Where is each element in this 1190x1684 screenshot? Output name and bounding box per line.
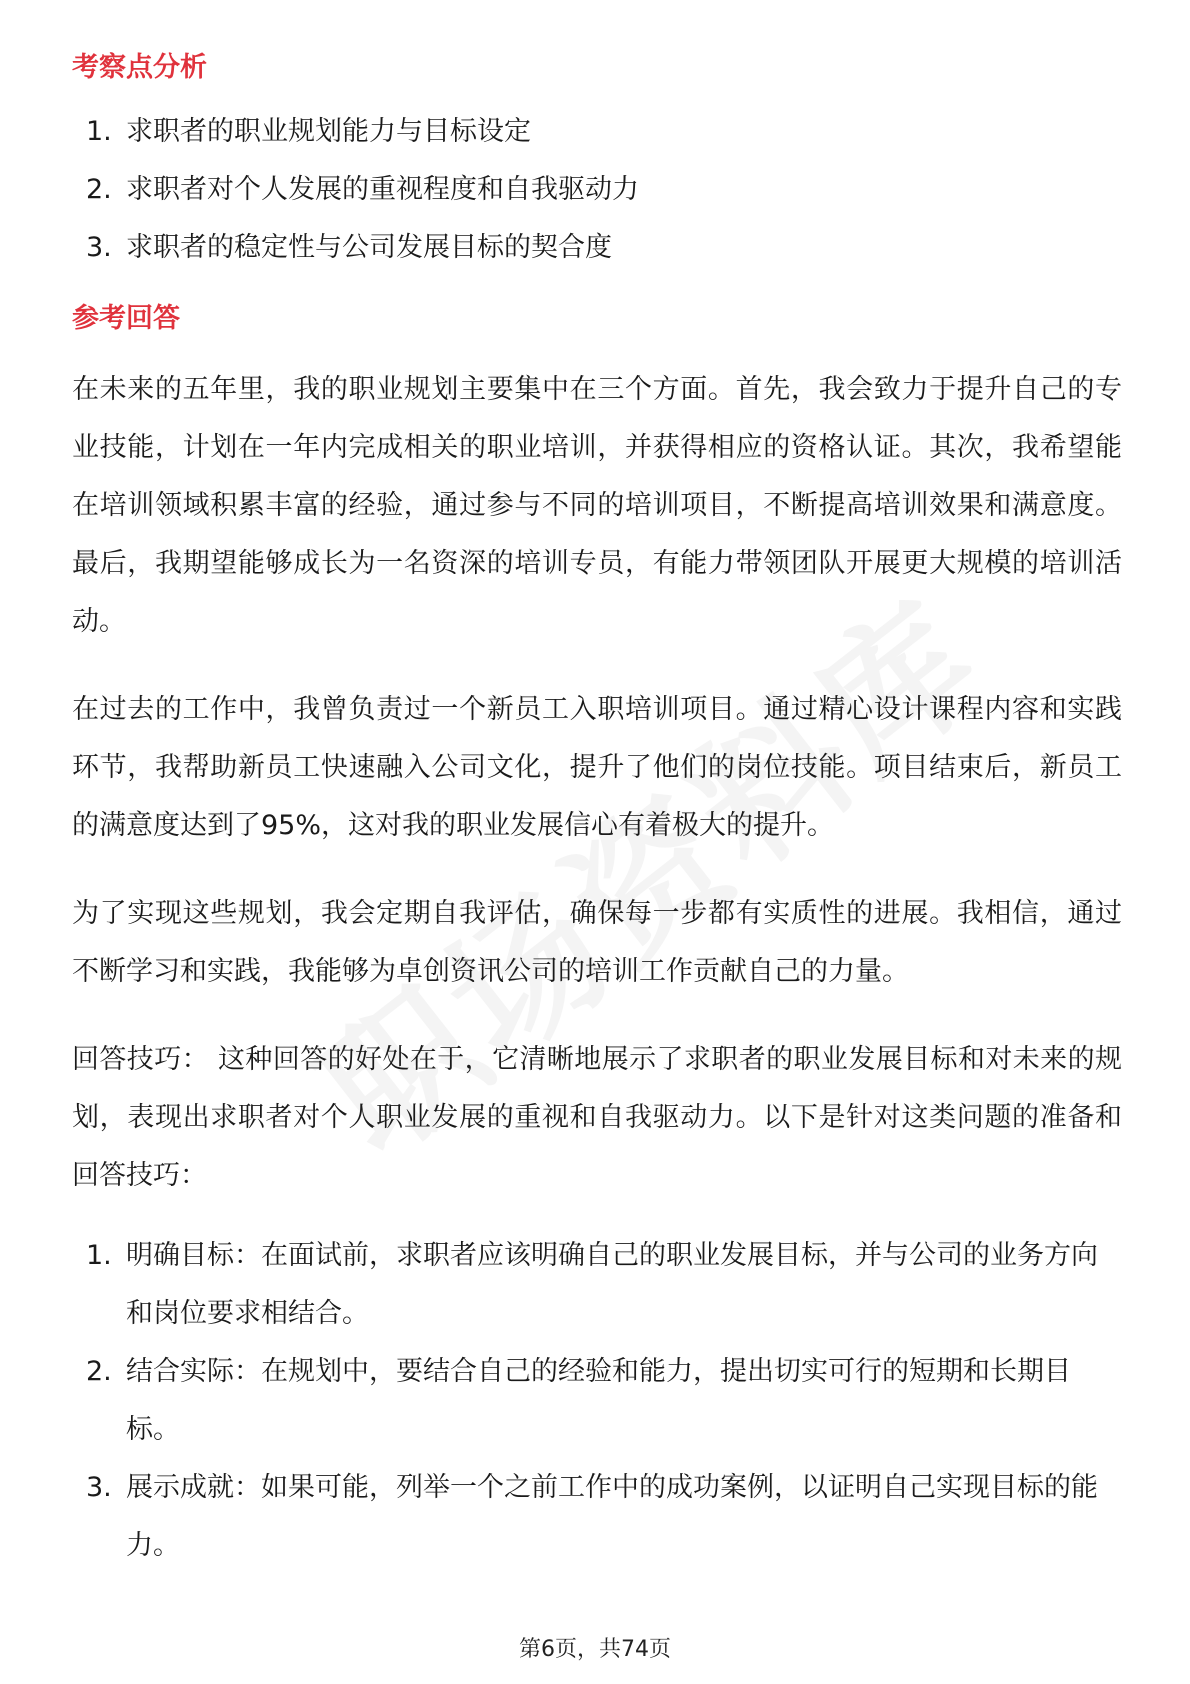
list-item (72, 1459, 1122, 1575)
answer-paragraph: 为了实现这些规划，我会定期自我评估，确保每一步都有实质性的进展。我相信，通过不断学习和实践，我能够为卓创资讯公司的培训工作贡献自己的力量。 (72, 898, 1122, 987)
list-item (72, 161, 1122, 219)
list-number: 1. (86, 1240, 112, 1271)
list-item (72, 1227, 1122, 1343)
list-text: 求职者的职业规划能力与目标设定 (126, 116, 531, 147)
analysis-list (72, 103, 1122, 277)
list-text: 明确目标：在面试前，求职者应该明确自己的职业发展目标，并与公司的业务方向和岗位要求相结合。 (126, 1240, 1098, 1329)
list-text: 求职者对个人发展的重视程度和自我驱动力 (126, 174, 639, 205)
tips-intro-paragraph: 回答技巧： 这种回答的好处在于，它清晰地展示了求职者的职业发展目标和对未来的规划，表现出求职者对个人职业发展的重视和自我驱动力。以下是针对这类问题的准备和回答技巧： (72, 1044, 1122, 1191)
page-footer: 第6页，共74页 (519, 1637, 671, 1662)
list-number: 2. (86, 174, 112, 205)
answer-paragraph: 在未来的五年里，我的职业规划主要集中在三个方面。首先，我会致力于提升自己的专业技能，计划在一年内完成相关的职业培训，并获得相应的资格认证。其次，我希望能在培训领域积累丰富的经验，通过参与不同的培训项目，不断提高培训效果和满意度。最后，我期望能够成长为一名资深的培训专员，有能力带领团队开展更大规模的培训活动。 (72, 374, 1122, 637)
list-text: 展示成就：如果可能，列举一个之前工作中的成功案例，以证明自己实现目标的能力。 (126, 1472, 1098, 1561)
list-item (72, 1343, 1122, 1459)
answer-paragraph: 在过去的工作中，我曾负责过一个新员工入职培训项目。通过精心设计课程内容和实践环节，我帮助新员工快速融入公司文化，提升了他们的岗位技能。项目结束后，新员工的满意度达到了95%，这对我的职业发展信心有着极大的提升。 (72, 694, 1122, 841)
document-page (72, 48, 1122, 1575)
answer-heading: 参考回答 (72, 303, 180, 334)
list-item (72, 103, 1122, 161)
list-number: 1. (86, 116, 112, 147)
list-text: 结合实际：在规划中，要结合自己的经验和能力，提出切实可行的短期和长期目标。 (126, 1356, 1071, 1445)
list-number: 2. (86, 1356, 112, 1387)
list-text: 求职者的稳定性与公司发展目标的契合度 (126, 232, 612, 263)
list-number: 3. (86, 1472, 112, 1503)
analysis-heading: 考察点分析 (72, 52, 207, 83)
list-number: 3. (86, 232, 112, 263)
list-item (72, 219, 1122, 277)
tips-list (72, 1227, 1122, 1575)
